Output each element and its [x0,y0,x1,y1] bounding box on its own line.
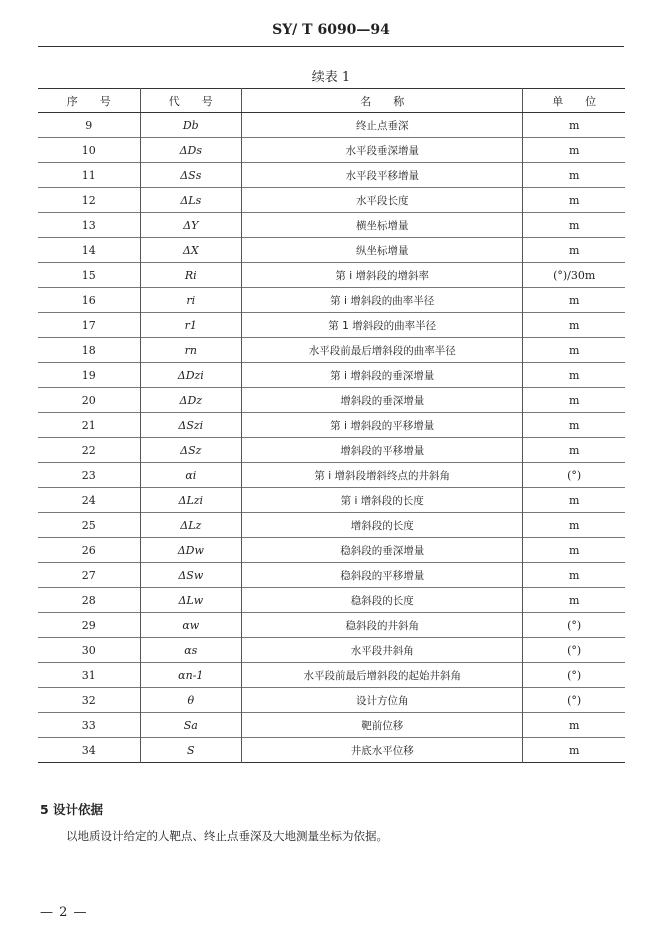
table-row [38,288,625,313]
row-name-cell: 增斜段的长度 [242,513,523,538]
table-row [38,213,625,238]
section-body: 以地质设计给定的人靶点、终止点垂深及大地测量坐标为依据。 [66,829,388,843]
row-number-cell: 11 [38,163,140,188]
row-number-cell: 15 [38,263,140,288]
row-name-cell: 横坐标增量 [242,213,523,238]
table-row [38,488,625,513]
row-name-cell: 井底水平位移 [242,738,523,763]
table-row [38,163,625,188]
column-header-number: 序 号 [38,89,140,113]
table-row [38,313,625,338]
table-row [38,338,625,363]
table-header-row [38,89,625,113]
row-code-cell: αi [140,463,242,488]
row-number-cell: 30 [38,638,140,663]
header-rule [38,46,624,47]
row-code-cell: ΔDw [140,538,242,563]
row-unit-cell: (°)/30m [523,263,625,288]
row-number-cell: 18 [38,338,140,363]
table-row [38,513,625,538]
row-name-cell: 增斜段的垂深增量 [242,388,523,413]
row-code-cell: ri [140,288,242,313]
table-row [38,138,625,163]
row-number-cell: 20 [38,388,140,413]
row-number-cell: 26 [38,538,140,563]
row-unit-cell: m [523,238,625,263]
row-name-cell: 第 i 增斜段增斜终点的井斜角 [242,463,523,488]
table-row [38,638,625,663]
row-name-cell: 增斜段的平移增量 [242,438,523,463]
row-name-cell: 稳斜段的井斜角 [242,613,523,638]
row-unit-cell: m [523,288,625,313]
row-unit-cell: m [523,338,625,363]
row-name-cell: 设计方位角 [242,688,523,713]
row-number-cell: 34 [38,738,140,763]
row-unit-cell: (°) [523,463,625,488]
row-number-cell: 12 [38,188,140,213]
row-name-cell: 水平段前最后增斜段的起始井斜角 [242,663,523,688]
row-number-cell: 22 [38,438,140,463]
row-name-cell: 水平段平移增量 [242,163,523,188]
table-row [38,713,625,738]
row-unit-cell: m [523,738,625,763]
row-number-cell: 21 [38,413,140,438]
table-row [38,738,625,763]
row-number-cell: 31 [38,663,140,688]
row-unit-cell: m [523,413,625,438]
row-code-cell: ΔLw [140,588,242,613]
table-row [38,663,625,688]
row-unit-cell: (°) [523,638,625,663]
row-name-cell: 第 i 增斜段的曲率半径 [242,288,523,313]
row-code-cell: αs [140,638,242,663]
table-row [38,563,625,588]
row-number-cell: 10 [38,138,140,163]
table-body [38,113,625,763]
row-code-cell: rn [140,338,242,363]
row-code-cell: ΔSs [140,163,242,188]
row-unit-cell: m [523,363,625,388]
row-unit-cell: m [523,588,625,613]
row-number-cell: 13 [38,213,140,238]
table-row [38,438,625,463]
row-number-cell: 23 [38,463,140,488]
row-code-cell: ΔLs [140,188,242,213]
row-name-cell: 稳斜段的垂深增量 [242,538,523,563]
row-unit-cell: (°) [523,613,625,638]
table-row [38,388,625,413]
table-row [38,363,625,388]
row-name-cell: 水平段垂深增量 [242,138,523,163]
table-caption: 续表 1 [311,70,351,85]
table-row [38,538,625,563]
row-code-cell: ΔDz [140,388,242,413]
row-unit-cell: m [523,563,625,588]
symbol-table [38,88,625,763]
row-number-cell: 28 [38,588,140,613]
row-name-cell: 第 i 增斜段的增斜率 [242,263,523,288]
row-unit-cell: m [523,538,625,563]
column-header-code: 代 号 [140,89,242,113]
row-code-cell: ΔLz [140,513,242,538]
row-unit-cell: (°) [523,663,625,688]
row-number-cell: 32 [38,688,140,713]
table-row [38,613,625,638]
row-code-cell: ΔLzi [140,488,242,513]
row-number-cell: 25 [38,513,140,538]
row-code-cell: Sa [140,713,242,738]
row-number-cell: 29 [38,613,140,638]
row-code-cell: ΔDs [140,138,242,163]
row-code-cell: αn-1 [140,663,242,688]
table-row [38,263,625,288]
row-unit-cell: m [523,388,625,413]
row-code-cell: ΔSw [140,563,242,588]
row-name-cell: 终止点垂深 [242,113,523,138]
row-code-cell: ΔSz [140,438,242,463]
table-row [38,463,625,488]
row-name-cell: 第 i 增斜段的平移增量 [242,413,523,438]
row-number-cell: 14 [38,238,140,263]
row-code-cell: Db [140,113,242,138]
row-unit-cell: (°) [523,688,625,713]
row-unit-cell: m [523,313,625,338]
page-number: — 2 — [40,905,88,920]
table-row [38,413,625,438]
row-unit-cell: m [523,138,625,163]
row-unit-cell: m [523,438,625,463]
row-name-cell: 稳斜段的长度 [242,588,523,613]
row-code-cell: S [140,738,242,763]
row-unit-cell: m [523,513,625,538]
table-row [38,113,625,138]
standard-number-header: SY/ T 6090—94 [272,22,390,38]
row-unit-cell: m [523,713,625,738]
row-name-cell: 纵坐标增量 [242,238,523,263]
row-name-cell: 水平段长度 [242,188,523,213]
row-unit-cell: m [523,163,625,188]
row-name-cell: 靶前位移 [242,713,523,738]
row-code-cell: ΔSzi [140,413,242,438]
row-code-cell: ΔDzi [140,363,242,388]
row-number-cell: 27 [38,563,140,588]
column-header-unit: 单 位 [523,89,625,113]
row-unit-cell: m [523,213,625,238]
row-name-cell: 稳斜段的平移增量 [242,563,523,588]
row-number-cell: 19 [38,363,140,388]
section-title: 5 设计依据 [40,802,104,817]
row-name-cell: 水平段前最后增斜段的曲率半径 [242,338,523,363]
table-row [38,588,625,613]
row-unit-cell: m [523,188,625,213]
row-code-cell: θ [140,688,242,713]
table-row [38,188,625,213]
row-unit-cell: m [523,113,625,138]
row-number-cell: 9 [38,113,140,138]
row-unit-cell: m [523,488,625,513]
row-number-cell: 24 [38,488,140,513]
table-row [38,238,625,263]
row-code-cell: αw [140,613,242,638]
row-code-cell: Ri [140,263,242,288]
row-code-cell: r1 [140,313,242,338]
row-number-cell: 33 [38,713,140,738]
column-header-name: 名 称 [242,89,523,113]
row-number-cell: 16 [38,288,140,313]
row-name-cell: 第 i 增斜段的长度 [242,488,523,513]
row-code-cell: ΔX [140,238,242,263]
row-number-cell: 17 [38,313,140,338]
row-code-cell: ΔY [140,213,242,238]
row-name-cell: 第 1 增斜段的曲率半径 [242,313,523,338]
row-name-cell: 第 i 增斜段的垂深增量 [242,363,523,388]
table-row [38,688,625,713]
row-name-cell: 水平段井斜角 [242,638,523,663]
